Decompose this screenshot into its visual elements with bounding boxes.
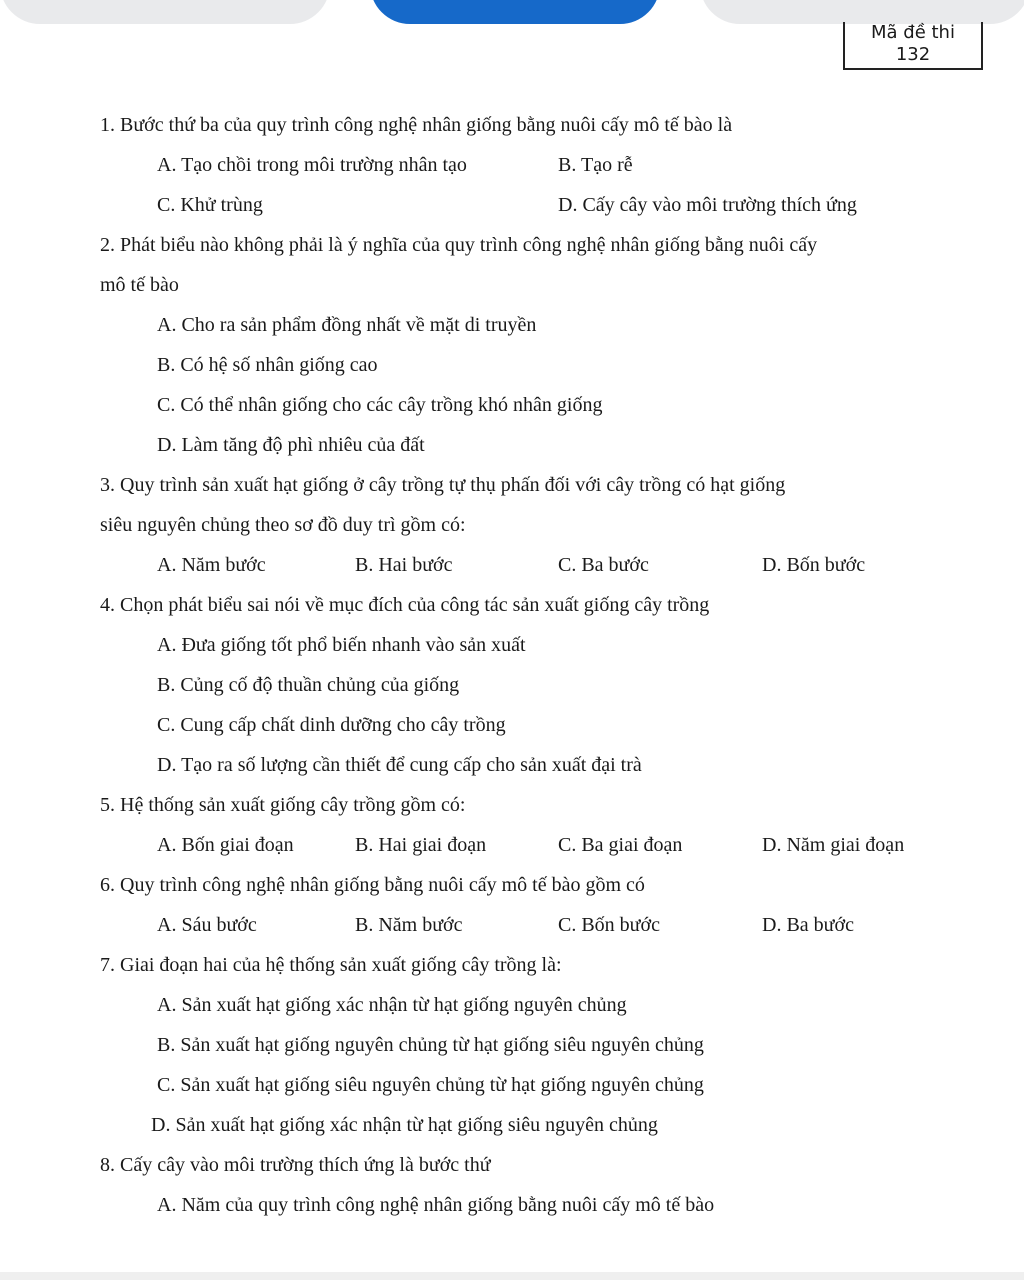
tab-active[interactable]	[370, 0, 660, 24]
q1-option-d: D. Cấy cây vào môi trường thích ứng	[558, 194, 857, 216]
q8-option-a: A. Năm của quy trình công nghệ nhân giống bằng nuôi cấy mô tế bào	[157, 1194, 715, 1216]
q3-option-a: A. Năm bước	[157, 554, 266, 576]
q7-option-c: C. Sản xuất hạt giống siêu nguyên chủng từ hạt giống nguyên chủng	[157, 1074, 704, 1096]
q1-option-a: A. Tạo chồi trong môi trường nhân tạo	[157, 154, 467, 176]
exam-code-label: Mã đề thi	[871, 22, 955, 43]
question-3-cont: siêu nguyên chủng theo sơ đồ duy trì gồm có:	[100, 514, 466, 536]
q5-option-c: C. Ba giai đoạn	[558, 834, 683, 856]
q3-option-b: B. Hai bước	[355, 554, 453, 576]
question-8: 8. Cấy cây vào môi trường thích ứng là bước thứ	[100, 1154, 491, 1176]
question-2-cont: mô tế bào	[100, 274, 179, 296]
q4-option-b: B. Củng cố độ thuần chủng của giống	[157, 674, 460, 696]
q6-option-d: D. Ba bước	[762, 914, 854, 936]
exam-code-box	[843, 22, 983, 70]
exam-code-number: 132	[895, 44, 931, 65]
q5-option-d: D. Năm giai đoạn	[762, 834, 905, 856]
q2-option-d: D. Làm tăng độ phì nhiêu của đất	[157, 434, 425, 456]
q2-option-c: C. Có thể nhân giống cho các cây trồng khó nhân giống	[157, 394, 603, 416]
q4-option-d: D. Tạo ra số lượng cần thiết để cung cấp cho sản xuất đại trà	[157, 754, 642, 776]
question-7: 7. Giai đoạn hai của hệ thống sản xuất giống cây trồng là:	[100, 954, 562, 976]
q1-option-c: C. Khử trùng	[157, 194, 263, 216]
question-3: 3. Quy trình sản xuất hạt giống ở cây trồng tự thụ phấn đối với cây trồng có hạt giống	[100, 474, 786, 496]
q6-option-b: B. Năm bước	[355, 914, 463, 936]
q7-option-b: B. Sản xuất hạt giống nguyên chủng từ hạt giống siêu nguyên chủng	[157, 1034, 704, 1056]
q3-option-c: C. Ba bước	[558, 554, 649, 576]
q7-option-a: A. Sản xuất hạt giống xác nhận từ hạt giống nguyên chủng	[157, 994, 627, 1016]
q5-option-b: B. Hai giai đoạn	[355, 834, 487, 856]
q5-option-a: A. Bốn giai đoạn	[157, 834, 294, 856]
tab-left[interactable]	[0, 0, 330, 24]
question-5: 5. Hệ thống sản xuất giống cây trồng gồm có:	[100, 794, 466, 816]
q4-option-c: C. Cung cấp chất dinh dưỡng cho cây trồng	[157, 714, 506, 736]
q2-option-a: A. Cho ra sản phẩm đồng nhất về mặt di truyền	[157, 314, 537, 336]
q4-option-a: A. Đưa giống tốt phổ biến nhanh vào sản xuất	[157, 634, 526, 656]
tab-right[interactable]	[700, 0, 1024, 24]
q1-option-b: B. Tạo rễ	[558, 154, 633, 176]
bottom-bar	[0, 1272, 1024, 1280]
question-2: 2. Phát biểu nào không phải là ý nghĩa của quy trình công nghệ nhân giống bằng nuôi cấy	[100, 234, 818, 256]
question-1: 1. Bước thứ ba của quy trình công nghệ nhân giống bằng nuôi cấy mô tế bào là	[100, 114, 733, 136]
question-6: 6. Quy trình công nghệ nhân giống bằng nuôi cấy mô tế bào gồm có	[100, 874, 645, 896]
q2-option-b: B. Có hệ số nhân giống cao	[157, 354, 378, 376]
q7-option-d: D. Sản xuất hạt giống xác nhận từ hạt giống siêu nguyên chủng	[151, 1114, 658, 1136]
question-4: 4. Chọn phát biểu sai nói về mục đích của công tác sản xuất giống cây trồng	[100, 594, 710, 616]
q3-option-d: D. Bốn bước	[762, 554, 866, 576]
q6-option-c: C. Bốn bước	[558, 914, 660, 936]
q6-option-a: A. Sáu bước	[157, 914, 257, 936]
